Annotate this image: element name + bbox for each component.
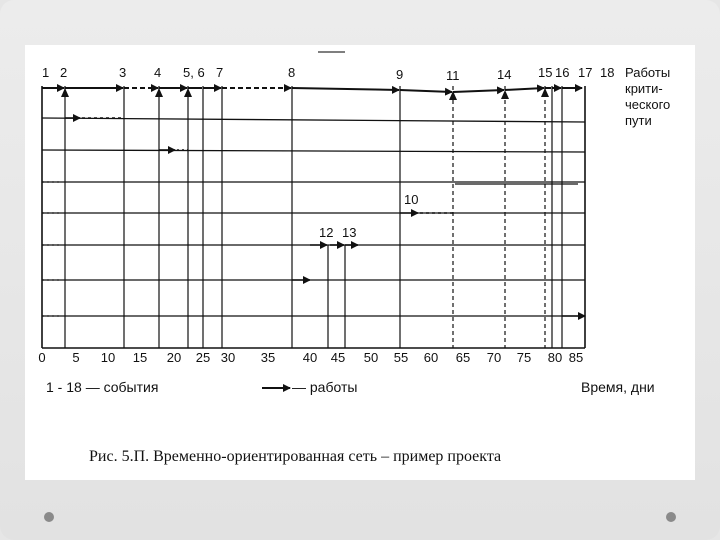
event-label-9: 9 xyxy=(396,67,404,82)
critical-label-line-3: ческого xyxy=(625,97,671,112)
critical-label-line-1: Работы xyxy=(625,65,671,80)
tick-65: 65 xyxy=(455,350,471,365)
event-label-13: 13 xyxy=(342,225,357,240)
event-label-1: 1 xyxy=(42,65,50,80)
tick-20: 20 xyxy=(166,350,182,365)
event-up-arrows xyxy=(61,88,549,100)
critical-path-arrows xyxy=(42,88,582,92)
event-label-15: 15 xyxy=(538,65,553,80)
time-axis-ticks xyxy=(38,350,583,365)
event-label-16: 16 xyxy=(555,65,570,80)
tick-25: 25 xyxy=(195,350,211,365)
event-label-17: 17 xyxy=(578,65,593,80)
tick-50: 50 xyxy=(363,350,379,365)
event-lines xyxy=(65,86,562,348)
top-event-labels xyxy=(42,65,614,83)
critical-path-label xyxy=(625,65,670,128)
tick-45: 45 xyxy=(330,350,346,365)
tick-40: 40 xyxy=(302,350,318,365)
tick-5: 5 xyxy=(72,350,80,365)
event-label-10: 10 xyxy=(404,192,419,207)
tick-0: 0 xyxy=(38,350,46,365)
event-label-11: 11 xyxy=(446,68,460,83)
legend-works: — работы xyxy=(292,379,358,395)
event-label-7: 7 xyxy=(216,65,224,80)
event-label-8: 8 xyxy=(288,65,296,80)
event-label-4: 4 xyxy=(154,65,162,80)
event-label-3: 3 xyxy=(119,65,127,80)
event-label-2: 2 xyxy=(60,65,68,80)
tick-35: 35 xyxy=(260,350,276,365)
event-label-18: 18 xyxy=(600,65,615,80)
tick-10: 10 xyxy=(100,350,116,365)
tick-55: 55 xyxy=(393,350,409,365)
event-label-14: 14 xyxy=(497,67,512,82)
figure-caption: Рис. 5.П. Временно-ориентированная сеть – пример проекта xyxy=(89,448,502,465)
tick-60: 60 xyxy=(423,350,439,365)
event-label-12: 12 xyxy=(319,225,334,240)
dotted-segments xyxy=(42,182,60,316)
event-label-5-6: 5, 6 xyxy=(183,65,205,80)
critical-label-line-4: пути xyxy=(625,113,652,128)
legend xyxy=(46,379,655,395)
work-arrows xyxy=(65,118,585,316)
tick-30: 30 xyxy=(220,350,236,365)
legend-events: 1 - 18 — события xyxy=(46,379,159,395)
tick-70: 70 xyxy=(486,350,502,365)
tick-85: 85 xyxy=(568,350,584,365)
mid-event-labels xyxy=(319,192,418,240)
critical-label-line-2: крити- xyxy=(625,81,663,96)
time-axis-label: Время, дни xyxy=(581,379,655,395)
tick-80: 80 xyxy=(547,350,563,365)
tick-15: 15 xyxy=(132,350,148,365)
tick-75: 75 xyxy=(516,350,532,365)
